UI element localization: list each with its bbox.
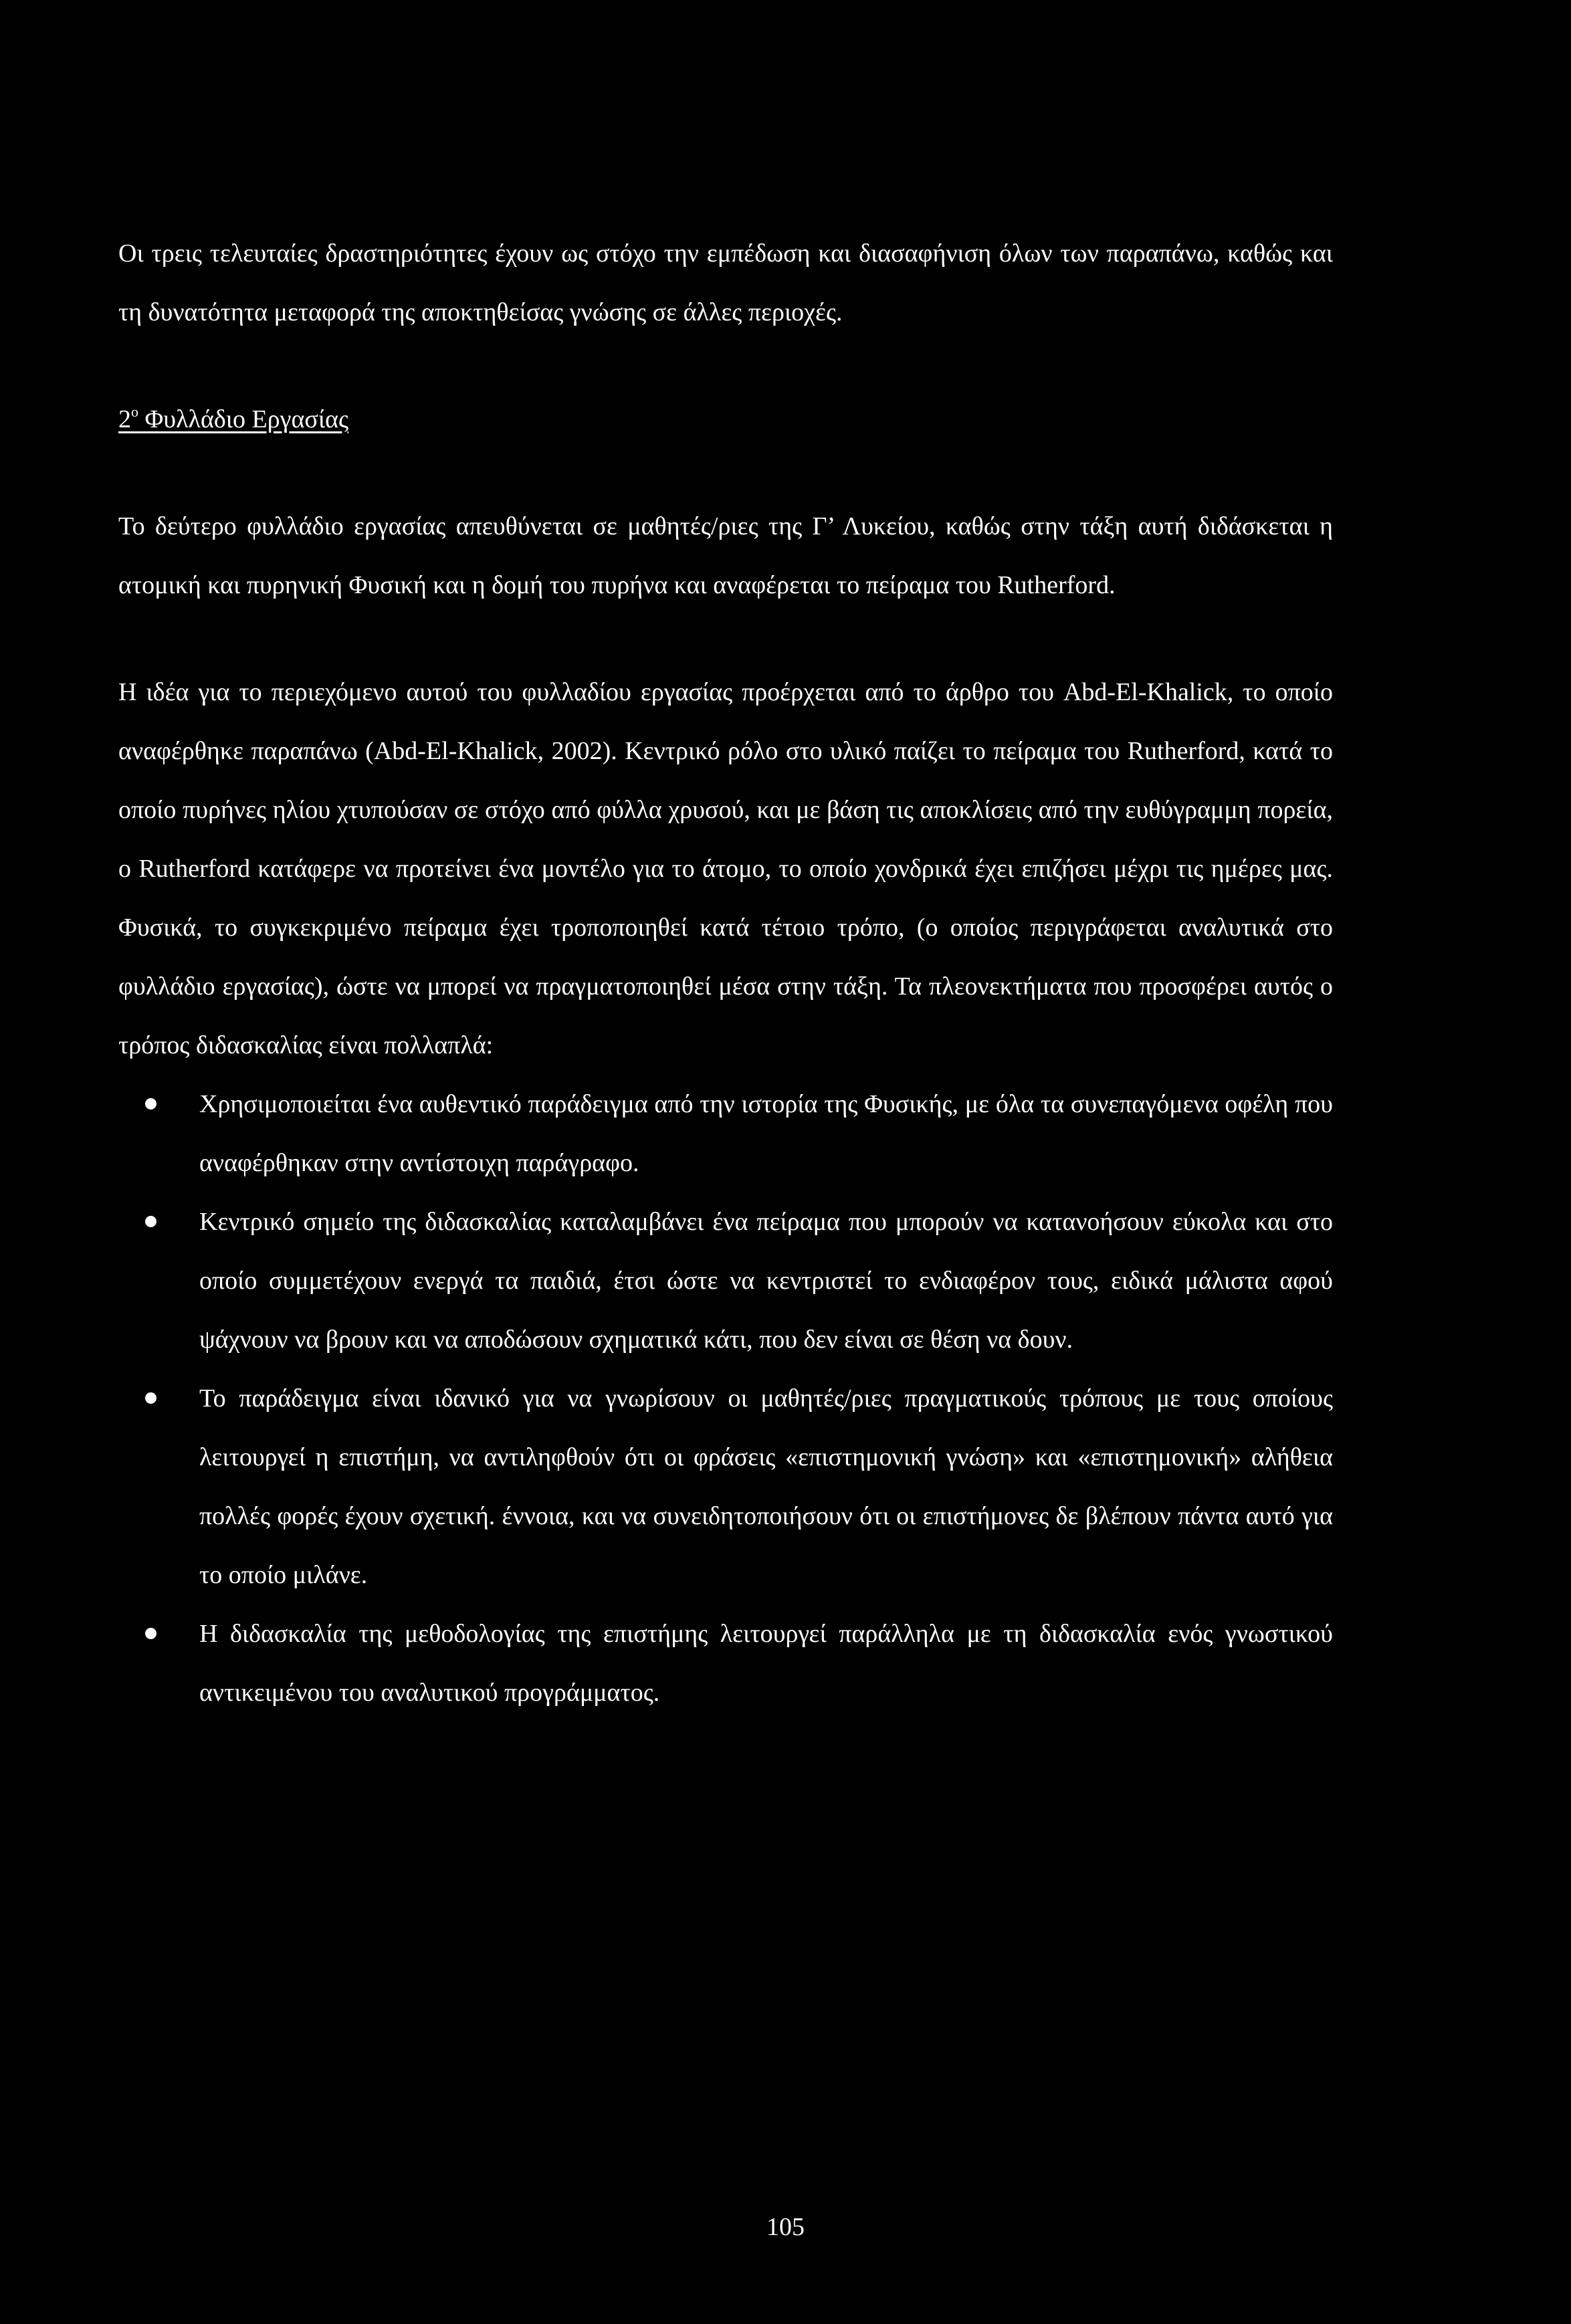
paragraph-worksheet-origin: Η ιδέα για το περιεχόμενο αυτού του φυλλαδίου εργασίας προέρχεται από το άρθρο του Abd-El-Khalick, το οποίο αναφέρθηκε παραπάνω (Abd-El-Khalick, 2002). Κεντρικό ρόλο στο υλικό παίζει το πείραμα του Rutherford, κατά το οποίο πυρήνες ηλίου χτυπούσαν σε στόχο από φύλλα χρυσού, και με βάση τις αποκλίσεις από την ευθύγραμμη πορεία, ο Rutherford κατάφερε να προτείνει ένα μοντέλο για το άτομο, το οποίο χονδρικά έχει επιζήσει μέχρι τις ημέρες μας. Φυσικά, το συγκεκριμένο πείραμα έχει τροποποιηθεί κατά τέτοιο τρόπο, (ο οποίος περιγράφεται αναλυτικά στο φυλλάδιο εργασίας), ώστε να μπορεί να πραγματοποιηθεί μέσα στην τάξη. Τα πλεονεκτήματα που προσφέρει αυτός ο τρόπος διδασκαλίας είναι πολλαπλά:	[118, 678, 1333, 1059]
page-body	[118, 224, 1333, 1722]
list-item-text: Κεντρικό σημείο της διδασκαλίας καταλαμβάνει ένα πείραμα που μπορούν να κατανοήσουν εύκολα και στο οποίο συμμετέχουν ενεργά τα παιδιά, έτσι ώστε να κεντριστεί το ενδιαφέρον τους, ειδικά μάλιστα αφού ψάχνουν να βρουν και να αποδώσουν σχηματικά κάτι, που δεν είναι σε θέση να δουν.	[199, 1208, 1333, 1354]
bullet-icon	[145, 1216, 156, 1227]
intro-paragraph: Οι τρεις τελευταίες δραστηριότητες έχουν ως στόχο την εμπέδωση και διασαφήνιση όλων των παραπάνω, καθώς και τη δυνατότητα μεταφορά της αποκτηθείσας γνώσης σε άλλες περιοχές.	[118, 239, 1333, 326]
bullet-icon	[145, 1098, 156, 1110]
section-heading	[118, 390, 1333, 449]
list-item-text: Το παράδειγμα είναι ιδανικό για να γνωρίσουν οι μαθητές/ριες πραγματικούς τρόπους με τους οποίους λειτουργεί η επιστήμη, να αντιληφθούν ότι οι φράσεις «επιστημονική γνώση» και «επιστημονική» αλήθεια πολλές φορές έχουν σχετική. έννοια, και να συνειδητοποιήσουν ότι οι επιστήμονες δε βλέπουν πάντα αυτό για το οποίο μιλάνε.	[199, 1384, 1333, 1589]
list-item	[118, 1075, 1333, 1192]
list-item	[118, 1192, 1333, 1369]
bullet-icon	[145, 1392, 156, 1404]
advantages-list	[118, 1075, 1333, 1722]
page-number: 105	[766, 2213, 805, 2241]
paragraph-worksheet-audience: Το δεύτερο φυλλάδιο εργασίας απευθύνεται σε μαθητές/ριες της Γ’ Λυκείου, καθώς στην τάξη αυτή διδάσκεται η ατομική και πυρηνική Φυσική και η δομή του πυρήνα και αναφέρεται το πείραμα του Rutherford.	[118, 512, 1333, 599]
section-title: Φυλλάδιο Εργασίας	[144, 405, 349, 433]
bullet-icon	[145, 1628, 156, 1639]
section-superscript: ο	[131, 403, 138, 420]
list-item	[118, 1604, 1333, 1722]
list-item-text: Χρησιμοποιείται ένα αυθεντικό παράδειγμα από την ιστορία της Φυσικής, με όλα τα συνεπαγόμενα οφέλη που αναφέρθηκαν στην αντίστοιχη παράγραφο.	[199, 1090, 1333, 1177]
list-item	[118, 1369, 1333, 1604]
list-item-text: Η διδασκαλία της μεθοδολογίας της επιστήμης λειτουργεί παράλληλα με τη διδασκαλία ενός γνωστικού αντικειμένου του αναλυτικού προγράμματος.	[199, 1620, 1333, 1707]
section-number: 2	[118, 405, 131, 433]
